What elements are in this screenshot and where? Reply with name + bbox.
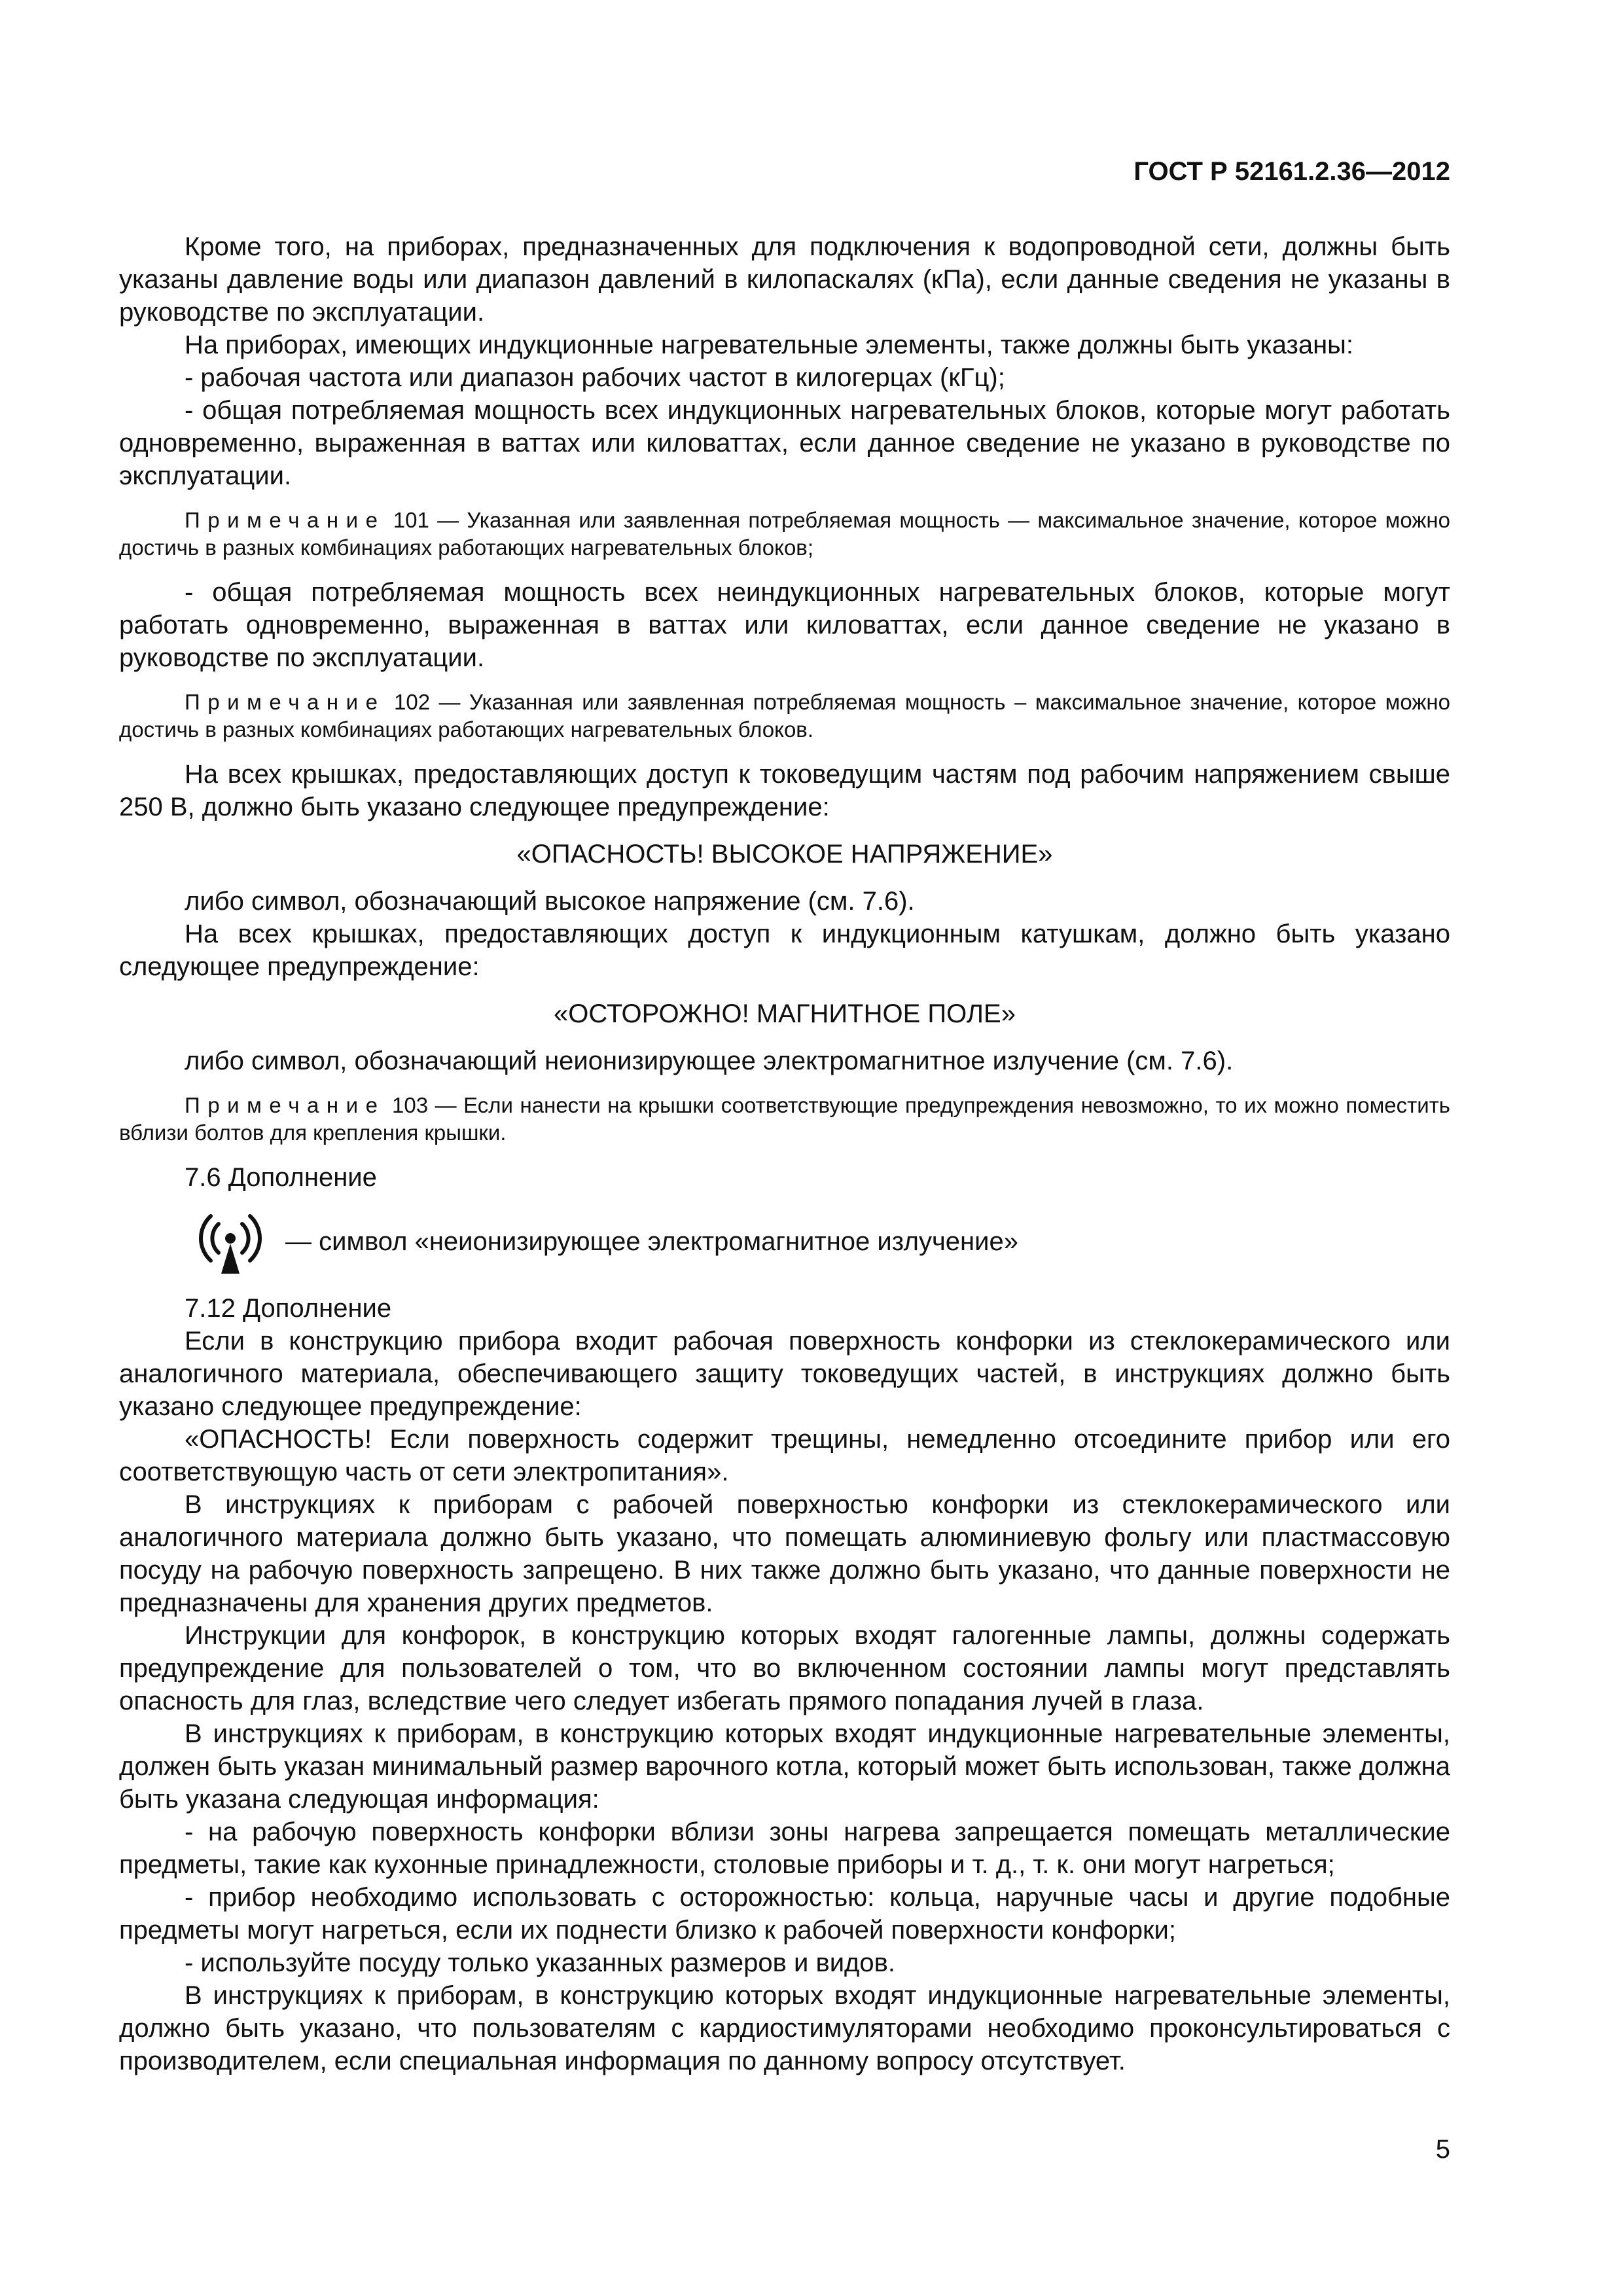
note-text: 102 — Указанная или заявленная потребляемая мощность – максимальное значение, которое можно достичь в разных комбинациях работающих нагревательных блоков. [119,690,1450,742]
list-item: - на рабочую поверхность конфорки вблизи зоны нагрева запрещается помещать металлические предметы, такие как кухонные принадлежности, столовые приборы и т. д., т. к. они могут нагреться; [119,1818,1450,1879]
non-ionizing-radiation-icon [185,1206,276,1278]
note-102 [119,689,1450,744]
note-103 [119,1092,1450,1147]
note-text: 101 — Указанная или заявленная потребляемая мощность — максимальное значение, которое можно достичь в разных комбинациях работающих нагревательных блоков; [119,508,1450,560]
document-body [119,230,1450,2077]
list-item: - общая потребляемая мощность всех неиндукционных нагревательных блоков, которые могут работать одновременно, выраженная в ваттах или киловаттах, если данное сведение не указано в руководстве по эксплуатации. [119,578,1450,672]
paragraph: На всех крышках, предоставляющих доступ к индукционным катушкам, должно быть указано следующее предупреждение: [119,920,1450,981]
symbol-definition [185,1206,1450,1278]
list-item: - общая потребляемая мощность всех индукционных нагревательных блоков, которые могут работать одновременно, выраженная в ваттах или киловаттах, если данное сведение не указано в руководстве по эксплуатации. [119,396,1450,490]
paragraph: На приборах, имеющих индукционные нагревательные элементы, также должны быть указаны: [185,331,1354,359]
paragraph: либо символ, обозначающий высокое напряжение (см. 7.6). [185,887,915,916]
warning-magnetic-field: «ОСТОРОЖНО! МАГНИТНОЕ ПОЛЕ» [554,999,1016,1028]
note-101 [119,507,1450,562]
note-label: Примечание [185,508,385,532]
paragraph: «ОПАСНОСТЬ! Если поверхность содержит трещины, немедленно отсоедините прибор или его соответствующую часть от сети электропитания». [119,1425,1450,1486]
section-heading: 7.6 Дополнение [185,1163,377,1192]
page-number: 5 [1435,2135,1450,2164]
list-item: - прибор необходимо использовать с осторожностью: кольца, наручные часы и другие подобные предметы могут нагреться, если их поднести близко к рабочей поверхности конфорки; [119,1883,1450,1945]
section-heading: 7.12 Дополнение [185,1294,392,1323]
note-label: Примечание [185,1093,385,1117]
paragraph: либо символ, обозначающий неионизирующее электромагнитное излучение (см. 7.6). [185,1047,1234,1075]
paragraph: Если в конструкцию прибора входит рабочая поверхность конфорки из стеклокерамического или аналогичного материала, обеспечивающего защиту токоведущих частей, в инструкциях должно быть указано следующее предупреждение: [119,1327,1450,1421]
symbol-caption: — символ «неионизирующее электромагнитное излучение» [285,1227,1018,1256]
paragraph: В инструкциях к приборам с рабочей поверхностью конфорки из стеклокерамического или аналогичного материала должно быть указано, что помещать алюминиевую фольгу или пластмассовую посуду на рабочую поверхность запрещено. В них также должно быть указано, что данные поверхности не предназначены для хранения других предметов. [119,1490,1450,1617]
warning-high-voltage: «ОПАСНОСТЬ! ВЫСОКОЕ НАПРЯЖЕНИЕ» [516,840,1053,869]
paragraph: В инструкциях к приборам, в конструкцию которых входят индукционные нагревательные элементы, должно быть указано, что пользователям с кардиостимуляторами необходимо проконсультироваться с производителем, если специальная информация по данному вопросу отсутствует. [119,1981,1450,2075]
document-code: ГОСТ Р 52161.2.36—2012 [1133,157,1450,186]
paragraph: Инструкции для конфорок, в конструкцию которых входят галогенные лампы, должны содержать предупреждение для пользователей о том, что во включенном состоянии лампы могут представлять опасность для глаз, вследствие чего следует избегать прямого попадания лучей в глаза. [119,1621,1450,1715]
paragraph: На всех крышках, предоставляющих доступ к токоведущим частям под рабочим напряжением свыше 250 В, должно быть указано следующее предупреждение: [119,760,1450,821]
note-text: 103 — Если нанести на крышки соответствующие предупреждения невозможно, то их можно поместить вблизи болтов для крепления крышки. [119,1093,1450,1145]
paragraph: В инструкциях к приборам, в конструкцию которых входят индукционные нагревательные элементы, должен быть указан минимальный размер варочного котла, который может быть использован, также должна быть указана следующая информация: [119,1719,1450,1814]
paragraph: Кроме того, на приборах, предназначенных для подключения к водопроводной сети, должны быть указаны давление воды или диапазон давлений в килопаскалях (кПа), если данные сведения не указаны в руководстве по эксплуатации. [119,232,1450,327]
list-item: - используйте посуду только указанных размеров и видов. [185,1948,895,1977]
list-item: - рабочая частота или диапазон рабочих частот в килогерцах (кГц); [185,363,1005,392]
note-label: Примечание [185,690,385,714]
